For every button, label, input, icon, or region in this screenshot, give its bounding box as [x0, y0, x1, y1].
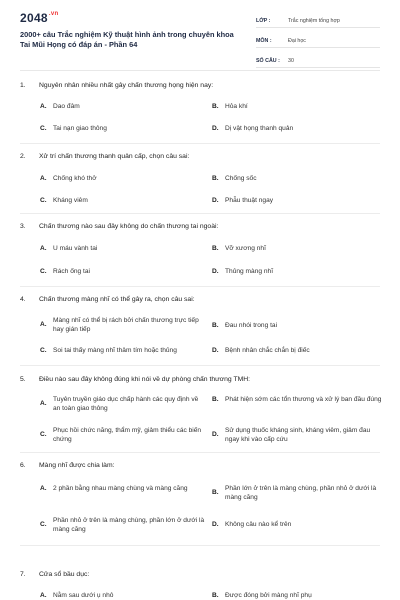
option-d[interactable]: [212, 197, 377, 206]
question-text: [20, 152, 380, 161]
option-text: Thủng màng nhĩ: [225, 268, 274, 275]
option-letter: A.: [40, 485, 47, 492]
option-b[interactable]: [212, 396, 382, 405]
option-text: Đau nhói trong tai: [225, 322, 278, 329]
question-number: 3.: [20, 223, 26, 230]
option-d[interactable]: [212, 125, 377, 134]
option-letter: C.: [40, 431, 47, 439]
question-prompt: Màng nhĩ được chia làm:: [39, 462, 115, 469]
option-letter: A.: [40, 321, 47, 329]
option-text: Không câu nào kể trên: [225, 521, 292, 528]
option-d[interactable]: [212, 521, 382, 530]
option-text: Màng nhĩ có thể bị rách bởi chấn thương trực tiếp hay gián tiếp: [53, 317, 199, 333]
header: [0, 0, 400, 68]
meta-key: SỐ CÂU :: [256, 57, 280, 64]
question-divider: [20, 143, 380, 144]
question-divider: [20, 213, 380, 214]
meta-panel: [256, 14, 380, 74]
option-text: Được đóng bởi màng nhĩ phụ: [225, 592, 312, 599]
option-c[interactable]: [40, 268, 190, 277]
question-divider: [20, 286, 380, 287]
option-a[interactable]: [40, 317, 208, 334]
question-text: [20, 295, 380, 304]
option-c[interactable]: [40, 197, 190, 206]
option-letter: B.: [212, 489, 219, 497]
meta-value: Đại học: [288, 37, 306, 44]
option-letter: A.: [40, 175, 47, 182]
option-a[interactable]: [40, 592, 190, 600]
site-logo[interactable]: [20, 11, 58, 25]
option-a[interactable]: [40, 485, 205, 494]
option-text: Nằm sau dưới ụ nhô: [53, 592, 114, 599]
question-divider: [20, 545, 380, 546]
option-text: Bệnh nhân chắc chắn bị điếc: [225, 347, 310, 354]
question-prompt: Xử trí chấn thương thanh quản cấp, chọn câu sai:: [39, 153, 190, 160]
option-d[interactable]: [212, 427, 382, 444]
question-text: [20, 81, 380, 90]
logo-text: 2048: [20, 11, 48, 25]
question-number: 6.: [20, 462, 26, 469]
option-letter: C.: [40, 197, 47, 204]
option-c[interactable]: [40, 427, 205, 444]
option-text: Kháng viêm: [53, 197, 88, 204]
meta-row-subject: [256, 34, 380, 48]
option-letter: B.: [212, 396, 219, 403]
option-letter: B.: [212, 322, 219, 329]
option-b[interactable]: [212, 245, 377, 254]
option-d[interactable]: [212, 268, 377, 277]
meta-row-class: [256, 14, 380, 28]
option-a[interactable]: [40, 396, 205, 413]
option-letter: A.: [40, 103, 47, 110]
option-letter: D.: [212, 268, 219, 275]
option-c[interactable]: [40, 517, 205, 534]
question-prompt: Chấn thương màng nhĩ có thể gây ra, chọn câu sai:: [39, 296, 195, 303]
question-number: 4.: [20, 296, 26, 303]
option-letter: D.: [212, 431, 219, 439]
option-text: Tuyên truyền giáo dục chấp hành các quy định về an toàn giao thông: [53, 396, 199, 412]
option-b[interactable]: [212, 175, 377, 184]
option-letter: D.: [212, 521, 219, 528]
option-letter: D.: [212, 347, 219, 354]
option-letter: C.: [40, 268, 47, 275]
option-letter: D.: [212, 125, 219, 132]
question-prompt: Chấn thương nào sau đây không do chấn thương tai ngoài:: [39, 223, 219, 230]
option-b[interactable]: [212, 103, 377, 112]
question-prompt: Điều nào sau đây không đúng khi nói về dự phòng chấn thương TMH:: [39, 376, 251, 383]
question-number: 1.: [20, 82, 26, 89]
option-text: Soi tai thấy màng nhĩ thâm tím hoặc thủng: [53, 347, 177, 354]
question-text: [20, 461, 380, 470]
option-text: Phát hiện sớm các tổn thương và xử lý ban đầu đúng: [225, 396, 382, 403]
question-number: 2.: [20, 153, 26, 160]
question-number: 5.: [20, 376, 26, 383]
option-d[interactable]: [212, 347, 377, 356]
option-b[interactable]: [212, 322, 377, 331]
option-text: Dị vật họng thanh quản: [225, 125, 294, 132]
option-letter: D.: [212, 197, 219, 204]
question-prompt: Cửa sổ bầu dục:: [39, 571, 90, 578]
option-b[interactable]: [212, 485, 382, 502]
option-text: Phục hồi chức năng, thẩm mỹ, giảm thiểu các biến chứng: [53, 427, 202, 443]
option-letter: C.: [40, 521, 47, 529]
option-letter: B.: [212, 175, 219, 182]
meta-value: Trắc nghiệm tổng hợp: [288, 17, 340, 24]
option-letter: A.: [40, 245, 47, 252]
header-divider: [20, 70, 380, 71]
meta-key: LỚP :: [256, 17, 271, 24]
option-c[interactable]: [40, 125, 190, 134]
option-letter: A.: [40, 592, 47, 599]
option-text: Phần lớn ở trên là màng chùng, phần nhỏ ở dưới là màng căng: [225, 485, 377, 501]
option-letter: B.: [212, 103, 219, 110]
option-letter: C.: [40, 347, 47, 354]
option-text: Chống khó thở: [53, 175, 97, 182]
option-text: U máu vành tai: [53, 245, 98, 252]
question-number: 7.: [20, 571, 26, 578]
question-text: [20, 222, 380, 231]
option-text: Sử dụng thuốc kháng sinh, kháng viêm, giảm đau ngay khi vào cấp cứu: [225, 427, 371, 443]
meta-key: MÔN :: [256, 37, 272, 44]
option-b[interactable]: [212, 592, 377, 600]
option-text: Chống sốc: [225, 175, 257, 182]
option-text: Dao đâm: [53, 103, 80, 110]
option-letter: B.: [212, 245, 219, 252]
option-letter: B.: [212, 592, 219, 599]
option-text: 2 phần bằng nhau màng chùng và màng căng: [53, 485, 188, 492]
option-letter: C.: [40, 125, 47, 132]
option-c[interactable]: [40, 347, 212, 356]
meta-value: 30: [288, 57, 294, 64]
option-text: Phẫu thuật ngay: [225, 197, 274, 204]
meta-row-count: [256, 54, 380, 68]
option-a[interactable]: [40, 175, 190, 184]
option-letter: A.: [40, 400, 47, 408]
page-title: 2000+ câu Trắc nghiệm Kỹ thuật hình ảnh trong chuyên khoa Tai Mũi Họng có đáp án - Phần 64: [20, 30, 234, 49]
question-divider: [20, 452, 380, 453]
question-text: [20, 375, 380, 384]
option-text: Tai nạn giao thông: [53, 125, 107, 132]
option-text: Phần nhỏ ở trên là màng chùng, phần lớn ở dưới là màng căng: [53, 517, 205, 533]
question-text: [20, 570, 380, 579]
question-prompt: Nguyên nhân nhiều nhất gây chấn thương họng hiện nay:: [39, 82, 214, 89]
option-text: Vỡ xương nhĩ: [225, 245, 266, 252]
option-a[interactable]: [40, 245, 190, 254]
option-a[interactable]: [40, 103, 190, 112]
option-text: Rách ống tai: [53, 268, 91, 275]
option-text: Hỏa khí: [225, 103, 248, 110]
question-divider: [20, 365, 380, 366]
logo-suffix: .vn: [48, 11, 59, 17]
